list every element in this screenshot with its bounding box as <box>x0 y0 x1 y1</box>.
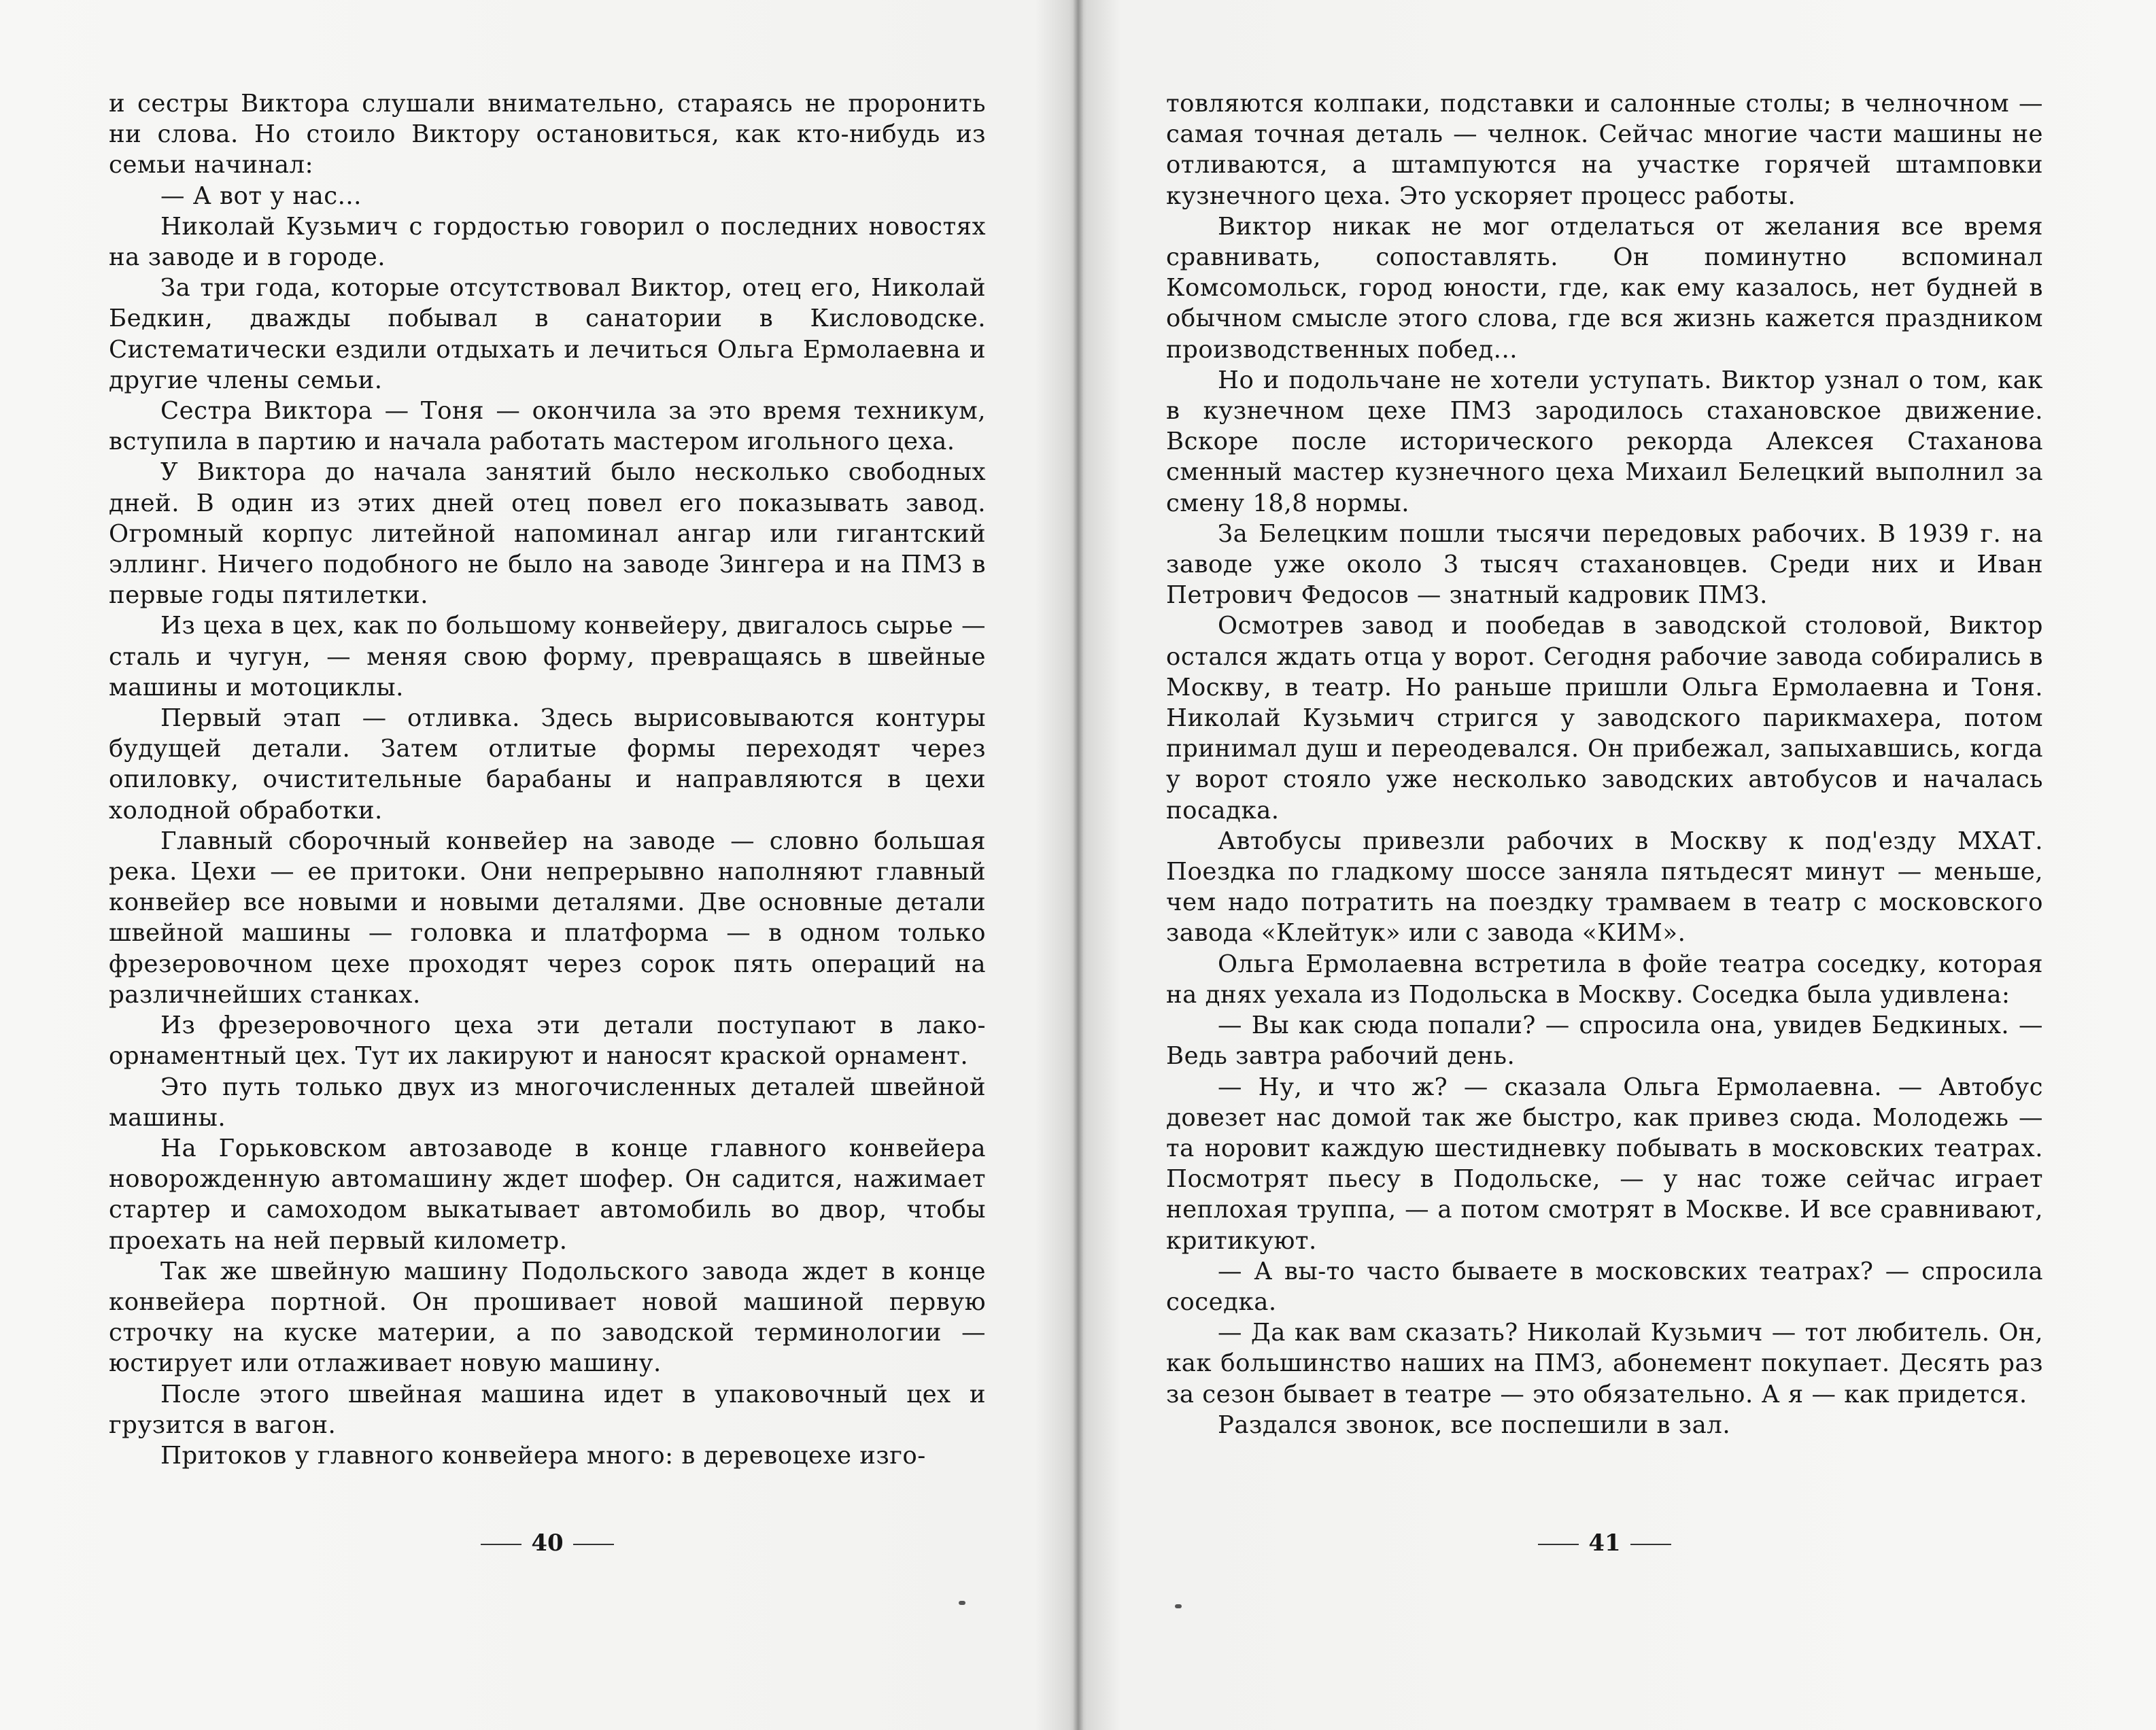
paragraph: После этого швейная машина идет в упаковочный цех и грузится в вагон. <box>109 1380 986 1439</box>
paragraph: Первый этап — отливка. Здесь вырисовываются контуры будущей детали. Затем отлитые формы переходят через опиловку, очистительные барабаны и направляются в цехи холодной обработки. <box>109 704 986 825</box>
paragraph: Из цеха в цех, как по большому конвейеру, двигалось сырье — сталь и чугун, — меняя свою форму, превращаясь в швейные машины и мотоциклы. <box>109 612 986 702</box>
paragraph: Автобусы привезли рабочих в Москву к под'езду МХАТ. Поездка по гладкому шоссе заняла пятьдесят минут — меньше, чем надо потратить на поездку трамваем в театр с московского завода «Клейтук» или с завода «КИМ». <box>1166 827 2043 948</box>
left-page-text <box>109 88 986 1471</box>
left-page <box>109 88 986 1672</box>
right-page-text <box>1166 88 2043 1440</box>
paper-speck <box>1175 1604 1182 1608</box>
paragraph: — Да как вам сказать? Николай Кузьмич — тот любитель. Он, как большинство наших на ПМЗ, абонемент покупает. Десять раз за сезон бывает в театре — это обязательно. А я — как придется. <box>1166 1319 2043 1408</box>
page-number-right <box>1166 1529 2043 1557</box>
folio-dash <box>481 1544 521 1545</box>
paragraph: Это путь только двух из многочисленных деталей швейной машины. <box>109 1073 986 1132</box>
paragraph: Виктор никак не мог отделаться от желания все время сравнивать, сопоставлять. Он поминутно вспоминал Комсомольск, город юности, где, как ему казалось, нет будней в обычном смысле этого слова, где вся жизнь кажется праздником производственных побед... <box>1166 212 2043 364</box>
page-number-label: 40 <box>531 1529 564 1557</box>
right-page <box>1166 88 2043 1672</box>
paragraph: За Белецким пошли тысячи передовых рабочих. В 1939 г. на заводе уже около 3 тысяч стахановцев. Среди них и Иван Петрович Федосов — знатный кадровик ПМЗ. <box>1166 519 2043 610</box>
folio-dash <box>1630 1544 1671 1545</box>
page-number-left <box>109 1529 986 1557</box>
folio-dash <box>573 1544 614 1545</box>
paragraph: — А вы-то часто бываете в московских театрах? — спросила соседка. <box>1166 1257 2043 1316</box>
paragraph: Но и подольчане не хотели уступать. Виктор узнал о том, как в кузнечном цехе ПМЗ зародилось стахановское движение. Вскоре после исторического рекорда Алексея Стаханова сменный мастер кузнечного цеха Михаил Белецкий выполнил за смену 18,8 нормы. <box>1166 366 2043 517</box>
paragraph: Главный сборочный конвейер на заводе — словно большая река. Цехи — ее притоки. Они непрерывно наполняют главный конвейер все новыми и новыми деталями. Две основные детали швейной машины — головка и платформа — в одном только фрезеровочном цехе проходят через сорок пять операций на различнейших станках. <box>109 827 986 1009</box>
paragraph: Осмотрев завод и пообедав в заводской столовой, Виктор остался ждать отца у ворот. Сегодня рабочие завода собирались в Москву, в театр. Но раньше пришли Ольга Ермолаевна и Тоня. Николай Кузьмич стригся у заводского парикмахера, потом принимал душ и переодевался. Он прибежал, запыхавшись, когда у ворот стояло уже несколько заводских автобусов и началась посадка. <box>1166 612 2043 825</box>
paragraph: Николай Кузьмич с гордостью говорил о последних новостях на заводе и в городе. <box>109 212 986 272</box>
paragraph: Ольга Ермолаевна встретила в фойе театра соседку, которая на днях уехала из Подольска в Москву. Соседка была удивлена: <box>1166 950 2043 1009</box>
paragraph: Из фрезеровочного цеха эти детали поступают в лако-орнаментный цех. Тут их лакируют и наносят краской орнамент. <box>109 1011 986 1071</box>
paragraph: На Горьковском автозаводе в конце главного конвейера новорожденную автомашину ждет шофер. Он садится, нажимает стартер и самоходом выкатывает автомобиль во двор, чтобы проехать на ней первый километр. <box>109 1134 986 1255</box>
book-gutter <box>1073 0 1084 1730</box>
paragraph: и сестры Виктора слушали внимательно, стараясь не проронить ни слова. Но стоило Виктору остановиться, как кто-нибудь из семьи начинал: <box>109 90 986 179</box>
paper-speck <box>959 1601 965 1605</box>
paragraph: — А вот у нас... <box>160 181 362 210</box>
paragraph: — Вы как сюда попали? — спросила она, увидев Бедкиных. — Ведь завтра рабочий день. <box>1166 1011 2043 1071</box>
paragraph: За три года, которые отсутствовал Виктор, отец его, Николай Бедкин, дважды побывал в санатории в Кисловодске. Систематически ездили отдыхать и лечиться Ольга Ермолаевна и другие члены семьи. <box>109 274 986 394</box>
paragraph: Притоков у главного конвейера много: в деревоцехе изго- <box>160 1441 926 1470</box>
paragraph: товляются колпаки, подставки и салонные столы; в челночном — самая точная деталь — челнок. Сейчас многие части машины не отливаются, а штампуются на участке горячей штамповки кузнечного цеха. Это ускоряет процесс работы. <box>1166 90 2043 210</box>
paragraph: Сестра Виктора — Тоня — окончила за это время техникум, вступила в партию и начала работать мастером игольного цеха. <box>109 397 986 456</box>
page-number-label: 41 <box>1588 1529 1621 1557</box>
paragraph: У Виктора до начала занятий было несколько свободных дней. В один из этих дней отец повел его показывать завод. Огромный корпус литейной напоминал ангар или гигантский эллинг. Ничего подобного не было на заводе Зингера и на ПМЗ в первые годы пятилетки. <box>109 458 986 610</box>
paragraph: Раздался звонок, все поспешили в зал. <box>1218 1411 1731 1439</box>
folio-dash <box>1538 1544 1579 1545</box>
paragraph: Так же швейную машину Подольского завода ждет в конце конвейера портной. Он прошивает новой машиной первую строчку на куске материи, а по заводской терминологии — юстирует или отлаживает новую машину. <box>109 1257 986 1378</box>
paragraph: — Ну, и что ж? — сказала Ольга Ермолаевна. — Автобус довезет нас домой так же быстро, как привез сюда. Молодежь — та норовит каждую шестидневку побывать в московских театрах. Посмотрят пьесу в Подольске, — у нас тоже сейчас играет неплохая труппа, — а потом смотрят в Москве. И все сравнивают, критикуют. <box>1166 1073 2043 1255</box>
